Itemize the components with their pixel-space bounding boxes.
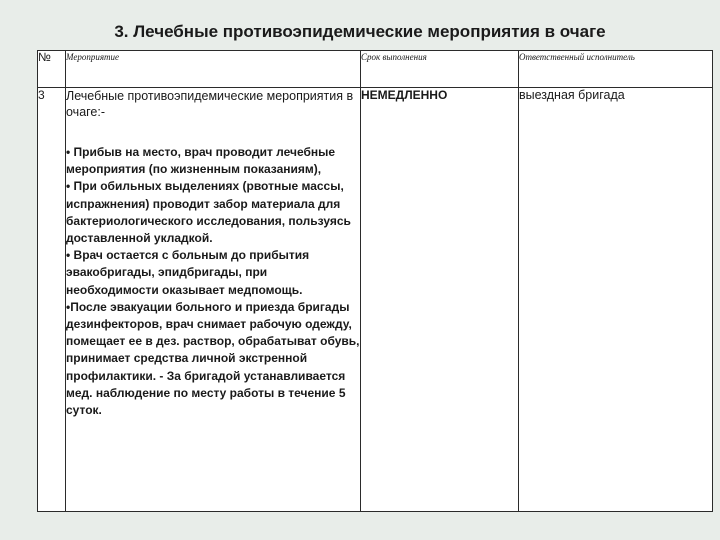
list-item: •После эвакуации больного и приезда бригады дезинфекторов, врач снимает рабочую одежду, помещает ее в дез. раствор, обрабатыват обувь, принимает средства личной экстренной профилактики. - За бригадой устанавливается мед. наблюдение по месту работы в течение 5 суток. [66,299,360,418]
header-responsible: Ответственный исполнитель [519,51,713,88]
table-row [38,88,713,512]
row-deadline: НЕМЕДЛЕННО [361,88,519,512]
list-item: • Прибыв на место, врач проводит лечебные мероприятия (по жизненным показаниям), [66,145,336,177]
measures-table [37,50,713,512]
page-title: 3. Лечебные противоэпидемические мероприятия в очаге [114,22,606,41]
table-header-row [38,51,713,88]
row-responsible: выездная бригада [519,88,713,512]
list-item: • При обильных выделениях (рвотные массы, испражнения) проводит забор материала для бактериологического исследования, пользуясь доставленной укладкой. [66,179,351,246]
header-deadline: Срок выполнения [361,51,519,88]
header-number: № [38,51,66,88]
row-measure-cell [66,88,361,512]
header-measure: Мероприятие [66,51,361,88]
row-number: 3 [38,88,66,512]
list-item: • Врач остается с больным до прибытия эвакобригады, эпидбригады, при необходимости оказывает медпомощь. [66,248,310,297]
measure-intro: Лечебные противоэпидемические мероприятия в очаге:- [66,89,354,119]
measure-bullet-list [66,144,360,419]
